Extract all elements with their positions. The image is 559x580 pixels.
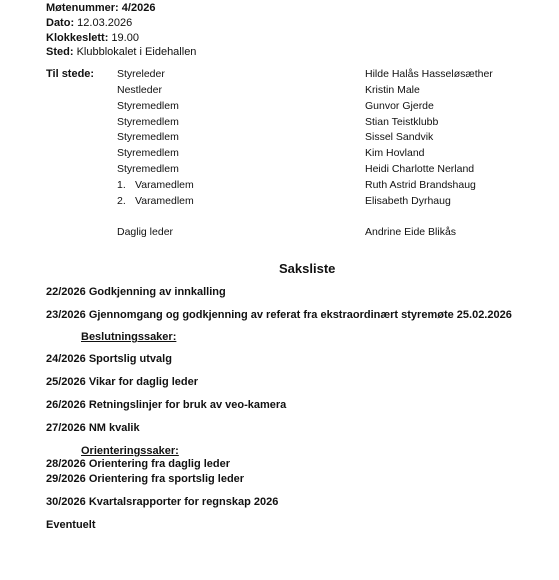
attendee-name: Ruth Astrid Brandshaug [365, 179, 476, 191]
attendee-name: Sissel Sandvik [365, 131, 434, 143]
attendee-role: Styremedlem [117, 147, 179, 159]
attendee-name: Kim Hovland [365, 147, 425, 159]
attendee-name: Gunvor Gjerde [365, 100, 434, 112]
time-label: Klokkeslett: [46, 32, 109, 44]
attendee-name: Elisabeth Dyrhaug [365, 195, 451, 207]
agenda-item: 30/2026 Kvartalsrapporter for regnskap 2026 [46, 496, 279, 508]
agenda-item: 29/2026 Orientering fra sportslig leder [46, 473, 245, 485]
time-value: 19.00 [111, 32, 139, 44]
agenda-item: Eventuelt [46, 519, 96, 531]
meeting-place [46, 45, 196, 59]
attendee-role: Styremedlem [117, 163, 179, 175]
attendee-role: Styremedlem [117, 100, 179, 112]
section-decision-heading: Beslutningssaker: [81, 331, 177, 343]
agenda-item: 23/2026 Gjennomgang og godkjenning av referat fra ekstraordinært styremøte 25.02.2026 [46, 309, 512, 321]
attendee-role: Varamedlem [135, 195, 194, 207]
meeting-number [46, 1, 155, 15]
attendee-name: Hilde Halås Hasseløsæther [365, 68, 493, 80]
agenda-item: 27/2026 NM kvalik [46, 422, 140, 434]
alternate-number: 2. [117, 195, 126, 207]
attendee-role: Varamedlem [135, 179, 194, 191]
agenda-item: 25/2026 Vikar for daglig leder [46, 376, 199, 388]
meeting-number-value: 4/2026 [121, 2, 156, 14]
alternate-number: 1. [117, 179, 126, 191]
attendee-role: Styremedlem [117, 131, 179, 143]
date-value: 12.03.2026 [77, 17, 133, 29]
attendee-role: Styreleder [117, 68, 165, 80]
attendee-name: Kristin Male [365, 84, 420, 96]
place-value: Klubblokalet i Eidehallen [76, 46, 197, 58]
section-info-heading: Orienteringssaker: [81, 445, 179, 457]
agenda-item: 28/2026 Orientering fra daglig leder [46, 458, 231, 470]
agenda-item: 24/2026 Sportslig utvalg [46, 353, 172, 365]
attendee-name: Heidi Charlotte Nerland [365, 163, 475, 175]
manager-role: Daglig leder [117, 226, 174, 238]
meeting-time [46, 31, 139, 45]
date-label: Dato: [46, 17, 75, 29]
agenda-item: 22/2026 Godkjenning av innkalling [46, 286, 226, 298]
attendance-label: Til stede: [46, 68, 95, 80]
agenda-item: 26/2026 Retningslinjer for bruk av veo-kamera [46, 399, 287, 411]
attendee-role: Nestleder [117, 84, 162, 96]
meeting-number-label: Møtenummer: [46, 2, 119, 14]
meeting-date [46, 16, 132, 30]
attendee-name: Stian Teistklubb [365, 116, 439, 128]
manager-name: Andrine Eide Blikås [365, 226, 457, 238]
place-label: Sted: [46, 46, 74, 58]
attendee-role: Styremedlem [117, 116, 179, 128]
agenda-title: Saksliste [279, 261, 336, 276]
